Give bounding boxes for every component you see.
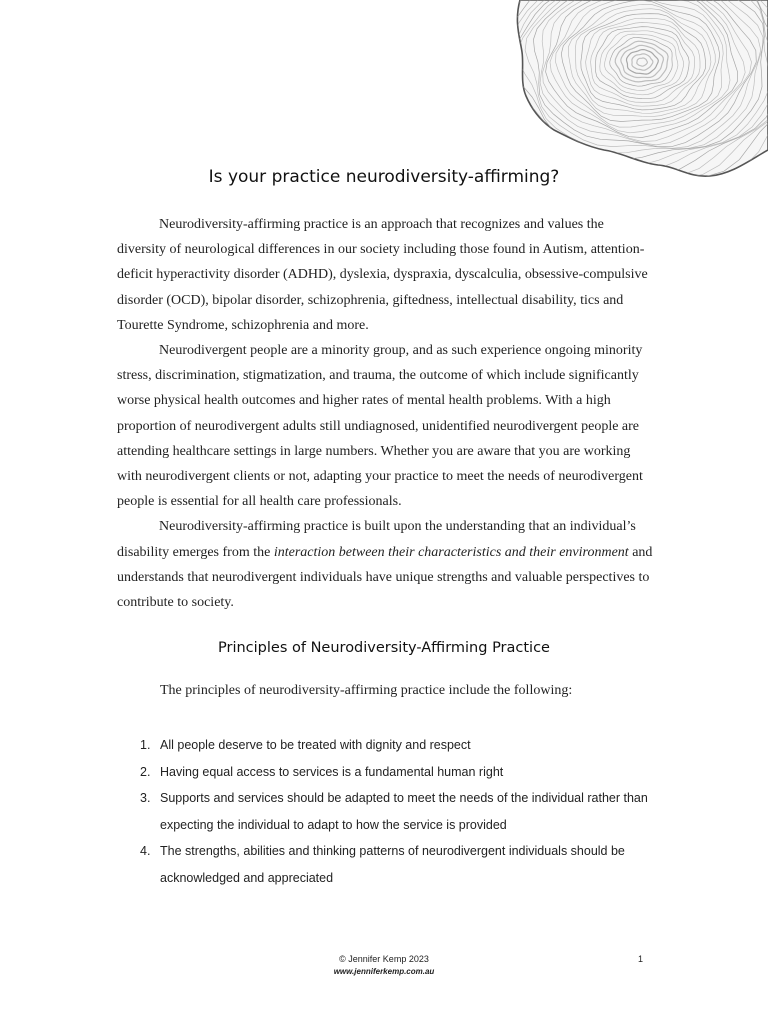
section-heading: Principles of Neurodiversity-Affirming Practice [218,640,550,656]
list-item [135,785,655,838]
page-title: Is your practice neurodiversity-affirming? [208,167,560,187]
principles-intro: The principles of neurodiversity-affirming practice include the following: [160,683,573,698]
list-text: The strengths, abilities and thinking patterns of neurodivergent individuals should be acknowledged and appreciated [160,844,625,885]
list-number: 4. [140,844,151,858]
list-item [135,759,655,786]
paragraph-intro: Neurodiversity-affirming practice is an approach that recognizes and values the diversity of neurological differences in our society including those found in Autism, attention-deficit hyperactivity disorder (ADHD), dyslexia, dyspraxia, dyscalculia, obsessive-compulsive disorder (OCD), bipolar disorder, schizophrenia, giftedness, intellectual disability, tics and Tourette Syndrome, schizophrenia and more. [117,217,648,333]
list-number: 3. [140,791,151,805]
body-text [117,212,655,615]
list-text: All people deserve to be treated with dignity and respect [160,738,471,752]
list-item [135,732,655,759]
list-item [135,838,655,891]
page-number: 1 [638,954,644,964]
list-text: Having equal access to services is a fundamental human right [160,764,504,779]
paragraph-minority: Neurodivergent people are a minority group, and as such experience ongoing minority stress, discrimination, stigmatization, and trauma, the outcome of which include significantly worse physical health outcomes and higher rates of mental health problems. With a high proportion of neurodivergent adults still undiagnosed, unidentified neurodivergent people are attending healthcare settings in large numbers. Whether you are aware that you are working with neurodivergent clients or not, adapting your practice to meet the needs of neurodivergent people is essential for all health care professionals. [117,343,643,510]
list-number: 2. [140,764,151,779]
list-text: Supports and services should be adapted to meet the needs of the individual rather than expecting the individual to adapt to how the service is provided [160,791,648,832]
principles-list [135,732,655,891]
footer-url: www.jenniferkemp.com.au [333,967,435,976]
tree-ring-illustration [470,0,768,178]
list-number: 1. [140,738,151,752]
footer-copyright: © Jennifer Kemp 2023 [339,954,429,964]
paragraph-understanding: Neurodiversity-affirming practice is built upon the understanding that an individual’s disability emerges from the interaction between their characteristics and their environment and understands that neurodivergent individuals have unique strengths and valuable perspectives to contribute to society. [117,519,653,611]
emphasis-text: interaction between their characteristics and their environment [273,544,629,560]
